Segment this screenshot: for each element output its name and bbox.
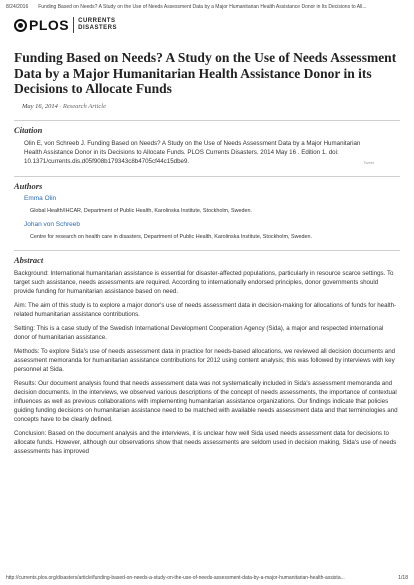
citation-heading: Citation	[14, 124, 43, 135]
abstract-conclusion: Conclusion: Based on the document analysis and the interviews, it is unclear how well Sida used needs assessment data for decisions to allocate funds. However, although our observations show that needs assessments are seldom used in decision making, Sida's use of needs assessments has improved	[14, 429, 397, 455]
author-entry	[24, 195, 400, 214]
abstract-methods: Methods: To explore Sida's use of needs assessment data in practice for needs-based allocations, we reviewed all decision documents and assessment memoranda for humanitarian assistance contributions for 2012 using content analysis; this was followed by interviews with key personnel at Sida.	[14, 347, 396, 373]
article-type: Research Article	[62, 102, 106, 110]
citation-block	[14, 139, 400, 166]
logo-divider	[73, 17, 74, 33]
print-header	[6, 4, 408, 10]
author-entry	[24, 221, 400, 240]
plos-logo-icon	[14, 19, 27, 32]
abstract-aim: Aim: The aim of this study is to explore a major donor's use of needs assessment data in decision-making for allocations of funds for health-related humanitarian assistance contributions.	[14, 301, 397, 318]
citation-text: Olin E, von Schreeb J. Funding Based on Needs? A Study on the Use of Needs Assessment Data by a Major Humanitarian Health Assistance Donor in its Decisions to Allocate Funds. PLOS Currents Disasters. 2014 May 16 . Edition 1. doi: 10.1371/currents.dis.d05f908b179343c8b4705cf44c15dbe9.	[24, 139, 361, 165]
print-footer	[6, 575, 408, 581]
abstract-heading: Abstract	[14, 254, 44, 265]
logo-brand: PLOS	[29, 17, 70, 33]
print-url[interactable]: http://currents.plos.org/disasters/article/funding-based-on-needs-a-study-on-the-use-of-needs-assessment-data-by-a-major-humanitarian-health-assista...	[6, 575, 345, 581]
section-divider	[14, 120, 400, 121]
print-page-title: Funding Based on Needs? A Study on the Use of Needs Assessment Data by a Major Humanitarian Health Assistance Donor in Its Decisions to All...	[38, 4, 367, 10]
section-divider	[14, 176, 400, 177]
author-affiliation: Centre for research on health care in disasters, Department of Public Health, Karolinska Institute, Stockholm, Sweden.	[30, 233, 312, 240]
article-content	[14, 50, 400, 461]
plos-currents-logo[interactable]	[14, 16, 117, 34]
author-link[interactable]: Emma Olin	[24, 194, 57, 202]
article-date: May 16, 2014	[22, 102, 58, 110]
tweet-button[interactable]: Tweet	[363, 159, 374, 165]
article-dateline	[22, 103, 400, 110]
author-link[interactable]: Johan von Schreeb	[24, 220, 81, 228]
print-page-number: 1/18	[398, 575, 408, 581]
abstract-background: Background: International humanitarian assistance is essential for disaster-affected populations, particularly in resource scarce settings. To target such assistance, needs assessments are required. According to internationally endorsed principles, donor governments should provide funding for humanitarian assistance based on need.	[14, 269, 394, 295]
abstract-setting: Setting: This is a case study of the Swedish International Development Cooperation Agency (Sida), a major and respected international donor of humanitarian assistance.	[14, 324, 384, 341]
logo-journal-line2: DISASTERS	[78, 25, 117, 31]
author-affiliation: Global Health/IHCAR, Department of Public Health, Karolinska Institute, Stockholm, Sweden.	[30, 207, 253, 214]
abstract-body	[14, 269, 400, 456]
authors-heading: Authors	[14, 180, 43, 191]
section-divider	[14, 250, 400, 251]
logo-journal-line1: CURRENTS	[78, 18, 116, 24]
print-date: 8/24/2016	[6, 4, 29, 10]
dateline-separator: ·	[59, 102, 62, 110]
logo-journal	[78, 18, 117, 32]
abstract-results: Results: Our document analysis found that needs assessment data was not systematically included in Sida's assessment memoranda and decision documents. In the interviews, we observed various descriptions of the concept of needs assessments, the importance of contextual influences as well as previous collaborations with implementing humanitarian assistance organizations. Our findings indicate that policies guiding funding decisions on humanitarian assistance need to be matched with available needs assessment data and that terminologies and concepts have to be clearly defined.	[14, 379, 398, 423]
article-title: Funding Based on Needs? A Study on the Use of Needs Assessment Data by a Major Humanitarian Health Assistance Donor in its Decisions to Allocate Funds	[14, 50, 397, 96]
